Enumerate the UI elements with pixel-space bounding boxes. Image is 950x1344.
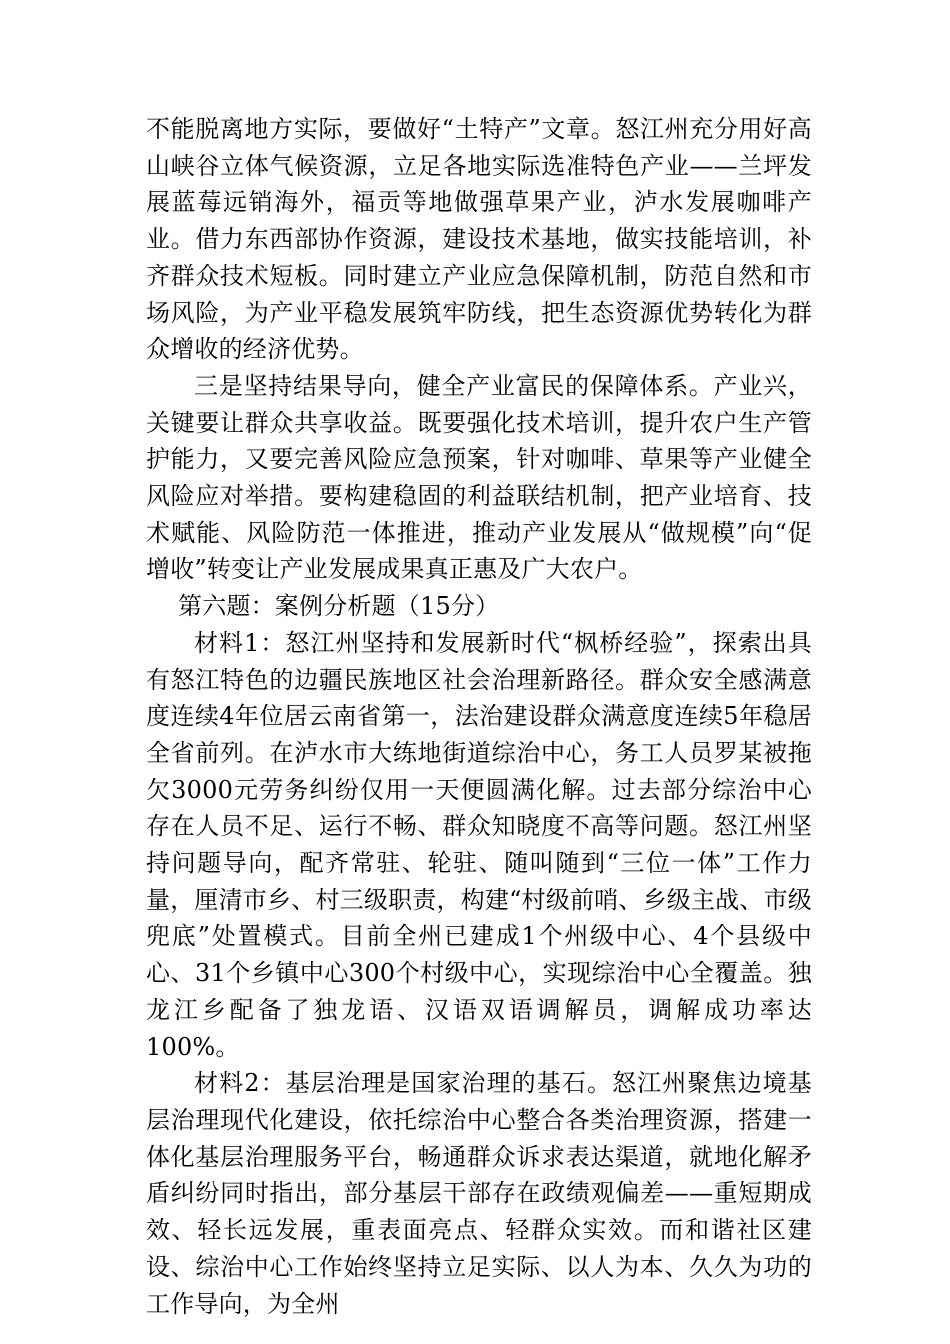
question-six-heading: 第六题：案例分析题（15分） (178, 592, 500, 621)
paragraph-continuation: 不能脱离地方实际，要做好“土特产”文章。怒江州充分用好高山峡谷立体气候资源，立足各地实际选准特色产业——兰坪发展蓝莓远销海外，福贡等地做强草果产业，泸水发展咖啡产业。借力东西部协作资源，建设技术基地，做实技能培训，补齐群众技术短板。同时建立产业应急保障机制，防范自然和市场风险，为产业平稳发展筑牢防线，把生态资源优势转化为群众增收的经济优势。 (146, 115, 812, 364)
document-body (146, 111, 812, 1322)
material-two-paragraph: 材料2：基层治理是国家治理的基石。怒江州聚焦边境基层治理现代化建设，依托综治中心整合各类治理资源，搭建一体化基层治理服务平台，畅通群众诉求表达渠道，就地化解矛盾纠纷同时指出，部分基层干部存在政绩观偏差——重短期成效、轻长远发展，重表面亮点、轻群众实效。而和谐社区建设、综治中心工作始终坚持立足实际、以人为本、久久为功的工作导向，为全州 (146, 1069, 812, 1318)
material-one-paragraph: 材料1：怒江州坚持和发展新时代“枫桥经验”，探索出具有怒江特色的边疆民族地区社会治理新路径。群众安全感满意度连续4年位居云南省第一，法治建设群众满意度连续5年稳居全省前列。在泸水市大练地街道综治中心，务工人员罗某被拖欠3000元劳务纠纷仅用一天便圆满化解。过去部分综治中心存在人员不足、运行不畅、群众知晓度不高等问题。怒江州坚持问题导向，配齐常驻、轮驻、随叫随到“三位一体”工作力量，厘清市乡、村三级职责，构建“村级前哨、乡级主战、市级兜底”处置模式。目前全州已建成1个州级中心、4个县级中心、31个乡镇中心300个村级中心，实现综治中心全覆盖。独龙江乡配备了独龙语、汉语双语调解员，调解成功率达100%。 (146, 628, 812, 1061)
paragraph-point-three: 三是坚持结果导向，健全产业富民的保障体系。产业兴，关键要让群众共享收益。既要强化技术培训，提升农户生产管护能力，又要完善风险应急预案，针对咖啡、草果等产业健全风险应对举措。要构建稳固的利益联结机制，把产业培育、技术赋能、风险防范一体推进，推动产业发展从“做规模”向“促增收”转变让产业发展成果真正惠及广大农户。 (146, 371, 812, 584)
